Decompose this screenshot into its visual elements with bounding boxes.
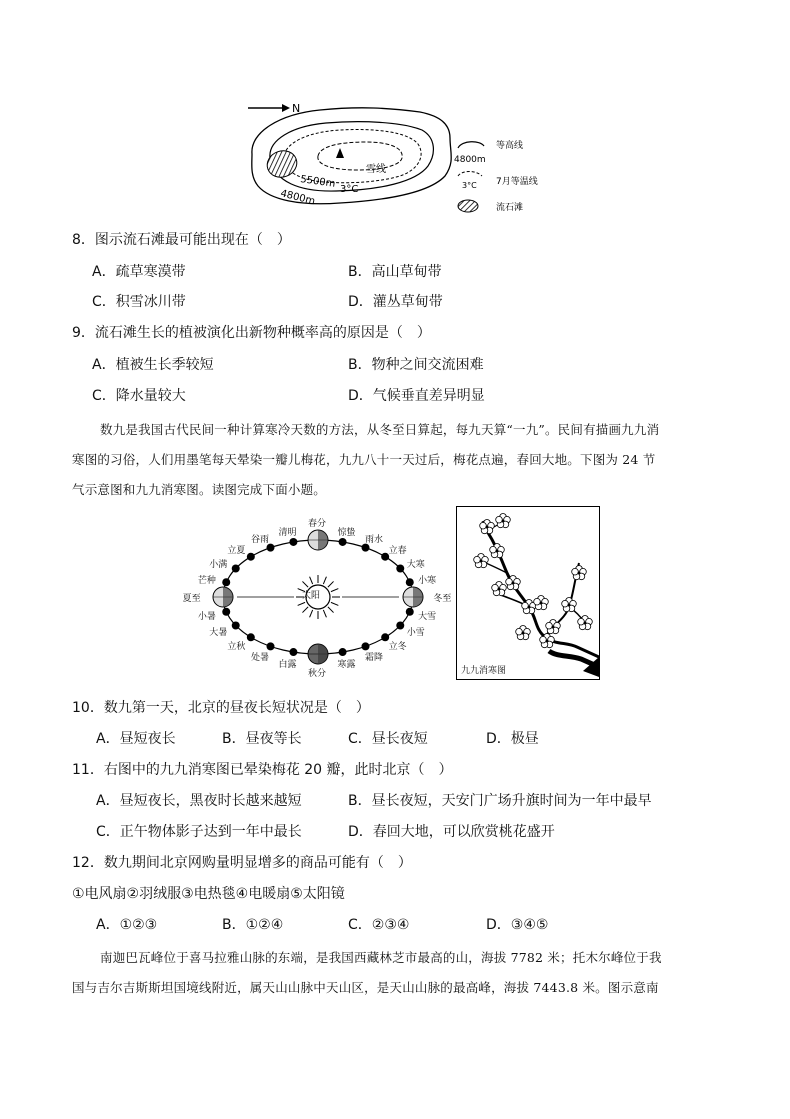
solar-term-label: 清明	[278, 527, 297, 538]
passage1-line2: 寒图的习俗，人们用墨笔每天晕染一瓣儿梅花，九九八十一天过后，梅花点遍，春回大地。下图为 24 节	[72, 452, 656, 467]
legend-isotherm-label: 7月等温线	[496, 177, 538, 187]
sun-ray	[331, 602, 338, 605]
orbit-position-dot	[222, 608, 230, 616]
orbit-position-dot	[362, 544, 370, 552]
q8-stem: 8．图示流石滩最可能出现在（ ）	[72, 232, 291, 248]
orbit-position-dot	[406, 608, 414, 616]
earth-night-side	[318, 644, 328, 664]
q12-option-b[interactable]: B．①②④	[222, 917, 284, 933]
earth-night-side	[318, 530, 328, 550]
legend	[454, 139, 538, 213]
legend-contour-value: 4800m	[454, 155, 486, 165]
q10-option-d[interactable]: D．极昼	[486, 731, 539, 747]
contour-4800-label: 4800m	[279, 188, 317, 208]
q12-option-c[interactable]: C．②③④	[348, 917, 410, 933]
legend-contour-label: 等高线	[496, 141, 524, 151]
plum-blossom-icon	[496, 514, 511, 528]
q12-items: ①电风扇②羽绒服③电热毯④电暖扇⑤太阳镜	[72, 886, 345, 902]
q9-stem: 9．流石滩生长的植被演化出新物种概率高的原因是（ ）	[72, 325, 431, 341]
q9-option-a[interactable]: A．植被生长季较短	[92, 357, 214, 373]
orbit-position-dot	[232, 622, 240, 630]
north-label: N	[292, 102, 301, 115]
peak-icon	[336, 148, 344, 158]
plum-blossom-icon	[474, 554, 489, 568]
q8-option-c[interactable]: C．积雪冰川带	[92, 294, 186, 310]
sun-ray	[323, 610, 326, 617]
q10-stem: 10．数九第一天，北京的昼夜长短状况是（ ）	[72, 700, 370, 716]
orbit-position-dot	[267, 544, 275, 552]
orbit-position-dot	[247, 553, 255, 561]
q12-stem: 12．数九期间北京网购量明显增多的商品可能有（ ）	[72, 855, 412, 871]
solar-term-label: 谷雨	[251, 534, 270, 545]
solar-term-label: 夏至	[182, 594, 201, 604]
legend-isotherm-value: 3°C	[462, 181, 477, 190]
contour-5500-label: 5500m	[299, 174, 336, 190]
q8-option-b[interactable]: B．高山草甸带	[348, 264, 442, 280]
q11-option-d[interactable]: D．春回大地，可以欣赏桃花盛开	[348, 824, 555, 840]
plum-blossom-icon	[578, 616, 593, 630]
q10-option-a[interactable]: A．昼短夜长	[96, 731, 176, 747]
q9-option-c[interactable]: C．降水量较大	[92, 388, 186, 404]
orbit-position-dot	[232, 565, 240, 573]
sun-ray	[302, 581, 308, 587]
solar-term-label: 芒种	[197, 576, 216, 587]
plum-blossom-icon	[516, 626, 531, 640]
sun-ray	[331, 589, 338, 592]
solar-term-label: 大寒	[406, 559, 425, 570]
q10-option-c[interactable]: C．昼长夜短	[348, 731, 428, 747]
plum-blossom-chart	[456, 506, 600, 680]
q8-option-a[interactable]: A．疏草寒漠带	[92, 264, 186, 280]
sun-label: 太阳	[302, 591, 321, 601]
snowline-label: 雪线	[366, 164, 386, 175]
plum-chart-caption: 九九消寒图	[461, 666, 507, 676]
q10-option-b[interactable]: B．昼夜等长	[222, 731, 302, 747]
isotherm-label: 3°C	[340, 184, 359, 195]
sun-ray	[310, 610, 313, 617]
solar-term-label: 寒露	[337, 660, 356, 671]
earth-night-side	[223, 587, 233, 607]
solar-term-label: 小满	[209, 559, 228, 570]
orbit-position-dot	[289, 538, 297, 546]
solar-term-label: 春分	[308, 518, 327, 529]
solar-term-label: 立秋	[227, 642, 246, 653]
orbit-position-dot	[247, 633, 255, 641]
passage1-line3: 气示意图和九九消寒图。读图完成下面小题。	[72, 482, 327, 497]
plum-blossom-icon	[534, 596, 549, 610]
solar-terms-figure	[182, 505, 452, 680]
plum-blossom-icon	[562, 598, 577, 612]
orbit-position-dot	[222, 578, 230, 586]
q12-option-a[interactable]: A．①②③	[96, 917, 158, 933]
orbit-position-dot	[362, 642, 370, 650]
plum-blossom-icon	[490, 544, 505, 558]
sun-ray	[310, 577, 313, 584]
legend-scree-label: 流石滩	[496, 203, 524, 213]
orbit-position-dot	[406, 578, 414, 586]
q8-option-d[interactable]: D．灌丛草甸带	[348, 294, 443, 310]
sun-ray	[328, 607, 334, 613]
solar-term-label: 大暑	[209, 628, 228, 639]
solar-term-label: 立夏	[227, 545, 246, 556]
plum-blossom-icon	[492, 582, 507, 596]
orbit-position-dot	[339, 648, 347, 656]
solar-term-label: 白露	[278, 660, 297, 671]
passage2-line1: 南迦巴瓦峰位于喜马拉雅山脉的东端，是我国西藏林芝市最高的山，海拔 7782 米；托木尔峰位于我	[100, 950, 662, 965]
q11-option-a[interactable]: A．昼短夜长，黑夜时长越来越短	[96, 793, 302, 809]
q9-option-d[interactable]: D．气候垂直差异明显	[348, 388, 485, 404]
sun-ray	[302, 607, 308, 613]
q11-option-b[interactable]: B．昼长夜短，天安门广场升旗时间为一年中最早	[348, 793, 652, 809]
q11-stem: 11．右图中的九九消寒图已晕染梅花 20 瓣，此时北京（ ）	[72, 762, 453, 778]
scree-patch	[263, 147, 300, 182]
snowline	[318, 142, 402, 170]
orbit-position-dot	[267, 642, 275, 650]
mountain-contour-figure	[240, 96, 570, 218]
solar-term-label: 大雪	[418, 611, 437, 622]
plum-blossom-icon	[572, 566, 587, 580]
solar-term-label: 冬至	[433, 594, 452, 604]
q12-option-d[interactable]: D．③④⑤	[486, 917, 549, 933]
q11-option-c[interactable]: C．正午物体影子达到一年中最长	[96, 824, 302, 840]
solar-term-label: 秋分	[308, 669, 327, 680]
sun-ray	[328, 581, 334, 587]
sun-ray	[323, 577, 326, 584]
orbit-position-dot	[339, 538, 347, 546]
passage1-line1: 数九是我国古代民间一种计算寒冷天数的方法，从冬至日算起，每九天算“一九”。民间有描画九九消	[100, 422, 660, 437]
plum-branch-illustration	[457, 507, 599, 679]
orbit-position-dot	[396, 622, 404, 630]
earth-night-side	[413, 587, 423, 607]
solar-term-label: 小雪	[406, 628, 425, 639]
solar-term-label: 小寒	[418, 576, 437, 587]
sun-ray	[298, 602, 305, 605]
north-arrow-icon	[248, 104, 290, 112]
solar-term-label: 霜降	[365, 653, 384, 664]
q9-option-b[interactable]: B．物种之间交流困难	[348, 357, 484, 373]
solar-term-label: 雨水	[365, 534, 384, 545]
solar-term-label: 处暑	[251, 653, 270, 664]
orbit-position-dot	[396, 565, 404, 573]
solar-term-label: 惊蛰	[337, 527, 356, 538]
solar-term-label: 立春	[388, 545, 407, 556]
solar-term-label: 小暑	[197, 611, 216, 622]
solar-term-label: 立冬	[388, 642, 407, 653]
passage2-line2: 国与吉尔吉斯斯坦国境线附近，属天山山脉中天山区，是天山山脉的最高峰，海拔 7443.8 米。图示意南	[72, 980, 659, 995]
orbit-position-dot	[289, 648, 297, 656]
